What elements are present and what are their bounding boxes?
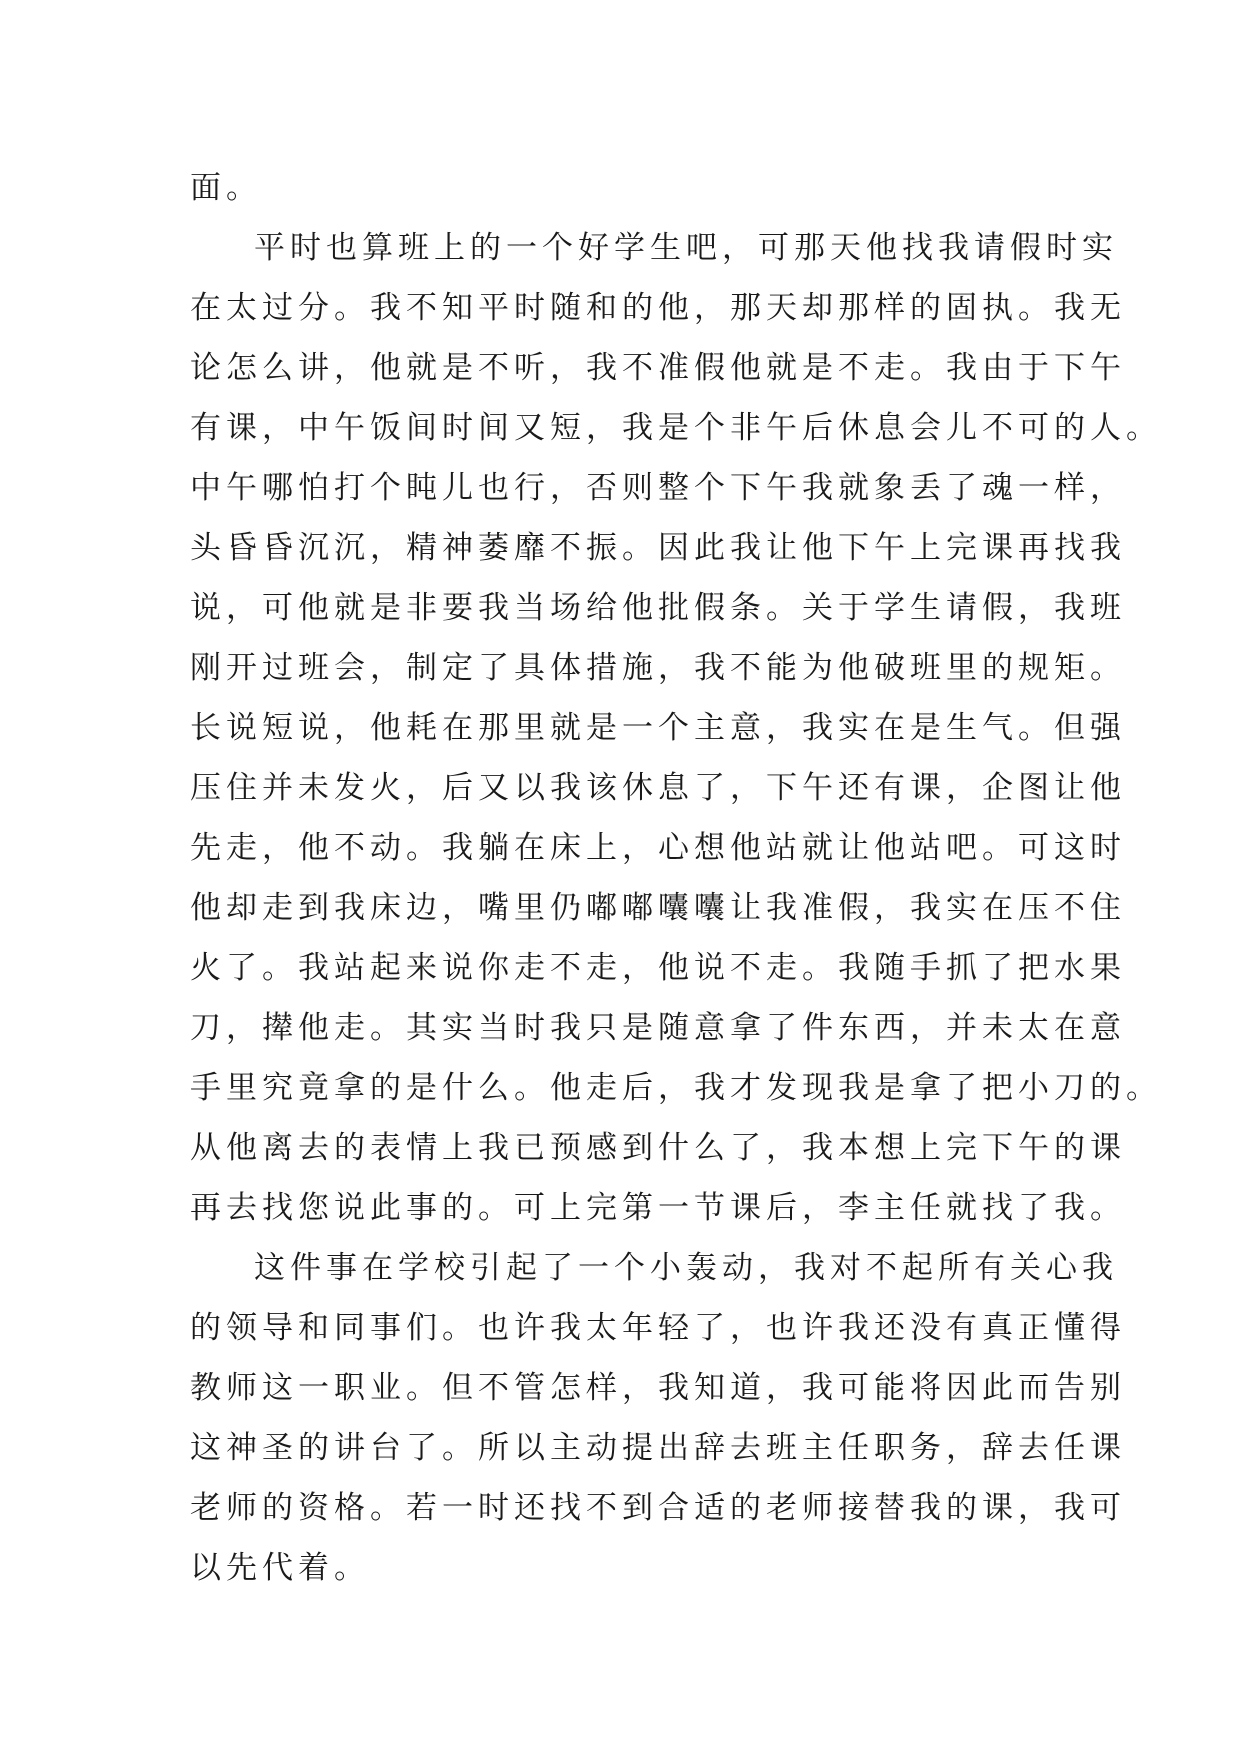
text-line: 火了。我站起来说你走不走，他说不走。我随手抓了把水果 (190, 950, 1126, 986)
text-line: 的领导和同事们。也许我太年轻了，也许我还没有真正懂得 (190, 1310, 1126, 1346)
text-line: 先走，他不动。我躺在床上，心想他站就让他站吧。可这时 (190, 830, 1126, 866)
text-line: 刚开过班会，制定了具体措施，我不能为他破班里的规矩。 (190, 650, 1126, 686)
text-line: 以先代着。 (190, 1550, 370, 1586)
text-line: 压住并未发火，后又以我该休息了，下午还有课，企图让他 (190, 770, 1126, 806)
text-line: 手里究竟拿的是什么。他走后，我才发现我是拿了把小刀的。 (190, 1070, 1162, 1106)
paragraph-first-line: 这件事在学校引起了一个小轰动，我对不起所有关心我 (254, 1250, 1118, 1286)
paragraph-first-line: 平时也算班上的一个好学生吧，可那天他找我请假时实 (254, 230, 1118, 266)
text-line: 说，可他就是非要我当场给他批假条。关于学生请假，我班 (190, 590, 1126, 626)
document-body (190, 158, 1162, 1598)
text-line: 在太过分。我不知平时随和的他，那天却那样的固执。我无 (190, 290, 1126, 326)
text-line: 他却走到我床边，嘴里仍嘟嘟囔囔让我准假，我实在压不住 (190, 890, 1126, 926)
text-line: 头昏昏沉沉，精神萎靡不振。因此我让他下午上完课再找我 (190, 530, 1126, 566)
text-line: 有课，中午饭间时间又短，我是个非午后休息会儿不可的人。 (190, 410, 1162, 446)
text-line: 从他离去的表情上我已预感到什么了，我本想上完下午的课 (190, 1130, 1126, 1166)
text-line: 中午哪怕打个盹儿也行，否则整个下午我就象丢了魂一样， (190, 470, 1126, 506)
text-line: 这神圣的讲台了。所以主动提出辞去班主任职务，辞去任课 (190, 1430, 1126, 1466)
text-line: 面。 (190, 170, 262, 206)
text-line: 刀，撵他走。其实当时我只是随意拿了件东西，并未太在意 (190, 1010, 1126, 1046)
text-line: 再去找您说此事的。可上完第一节课后，李主任就找了我。 (190, 1190, 1126, 1226)
text-line: 老师的资格。若一时还找不到合适的老师接替我的课，我可 (190, 1490, 1126, 1526)
text-line: 教师这一职业。但不管怎样，我知道，我可能将因此而告别 (190, 1370, 1126, 1406)
text-line: 长说短说，他耗在那里就是一个主意，我实在是生气。但强 (190, 710, 1126, 746)
text-line: 论怎么讲，他就是不听，我不准假他就是不走。我由于下午 (190, 350, 1126, 386)
